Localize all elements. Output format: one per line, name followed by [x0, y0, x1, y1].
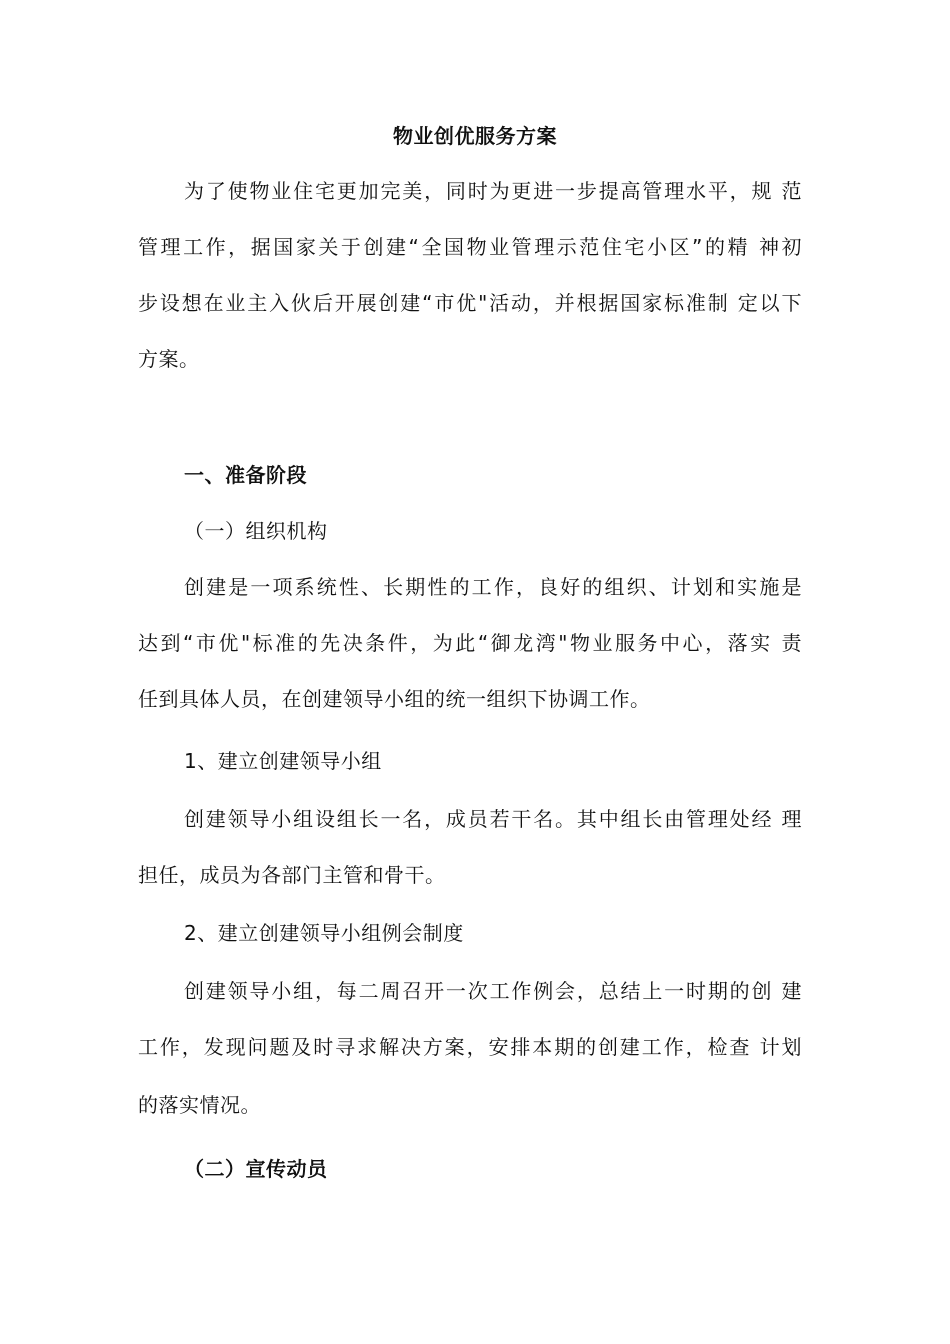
organization-line-1: 创建是一项系统性、长期性的工作，良好的组织、计划和实施是 — [184, 575, 802, 599]
item-heading-leadership-group: 1、建立创建领导小组 — [184, 749, 382, 773]
subsection-heading-organization: （一）组织机构 — [184, 519, 328, 543]
intro-line-1: 为了使物业住宅更加完美，同时为更进一步提高管理水平，规 范 — [184, 179, 802, 203]
page-title: 物业创优服务方案 — [393, 124, 557, 148]
meeting-line-2: 工作，发现问题及时寻求解决方案，安排本期的创建工作，检查 计划 — [138, 1035, 802, 1059]
leadership-line-2: 担任，成员为各部门主管和骨干。 — [138, 863, 446, 887]
intro-line-4: 方案。 — [138, 347, 200, 371]
intro-line-2: 管理工作，据国家关于创建“全国物业管理示范住宅小区”的精 神初 — [138, 235, 802, 259]
section-heading-preparation: 一、准备阶段 — [184, 463, 307, 487]
subsection-heading-publicity: （二）宣传动员 — [184, 1157, 328, 1181]
meeting-line-1: 创建领导小组，每二周召开一次工作例会，总结上一时期的创 建 — [184, 979, 802, 1003]
organization-line-3: 任到具体人员，在创建领导小组的统一组织下协调工作。 — [138, 687, 651, 711]
leadership-line-1: 创建领导小组设组长一名，成员若干名。其中组长由管理处经 理 — [184, 807, 802, 831]
organization-line-2: 达到“市优"标准的先决条件，为此“御龙湾"物业服务中心，落实 责 — [138, 631, 802, 655]
meeting-line-3: 的落实情况。 — [138, 1093, 261, 1117]
item-heading-meeting-system: 2、建立创建领导小组例会制度 — [184, 921, 464, 945]
intro-line-3: 步设想在业主入伙后开展创建“市优"活动，并根据国家标准制 定以下 — [138, 291, 802, 315]
